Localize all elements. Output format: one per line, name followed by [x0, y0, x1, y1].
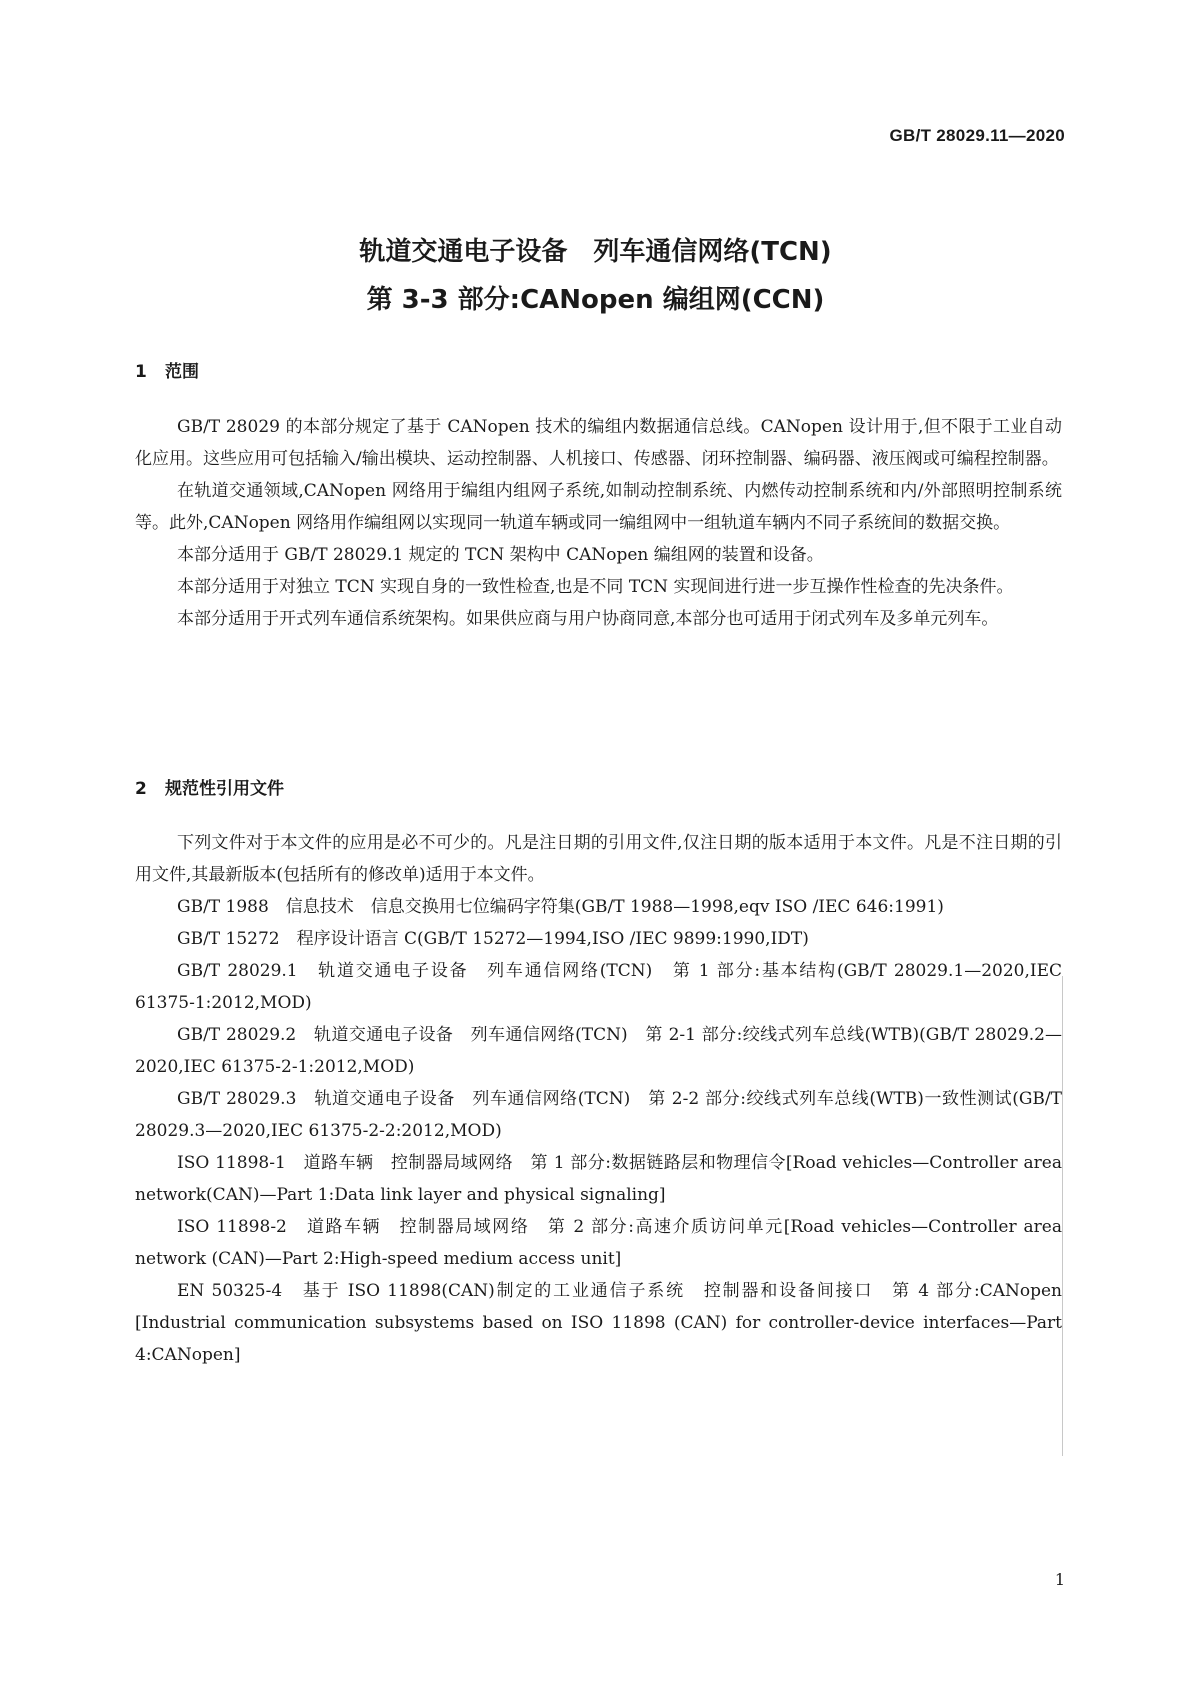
section-1-paragraph: 本部分适用于对独立 TCN 实现自身的一致性检查,也是不同 TCN 实现间进行进一步互操作性检查的先决条件。	[177, 577, 1014, 597]
reference-item: GB/T 15272 程序设计语言 C(GB/T 15272—1994,ISO /IEC 9899:1990,IDT)	[177, 929, 809, 949]
reference-item: GB/T 28029.1 轨道交通电子设备 列车通信网络(TCN) 第 1 部分:基本结构(GB/T 28029.1—2020,IEC 61375-1:2012,MOD)	[135, 961, 1062, 1013]
section-1-paragraph: 本部分适用于 GB/T 28029.1 规定的 TCN 架构中 CANopen 编组网的装置和设备。	[177, 545, 824, 565]
section-1-body	[135, 411, 1062, 635]
section-1-paragraph: 在轨道交通领域,CANopen 网络用于编组内组网子系统,如制动控制系统、内燃传动控制系统和内/外部照明控制系统等。此外,CANopen 网络用作编组网以实现同一轨道车辆或同一编组网中一组轨道车辆内不同子系统间的数据交换。	[135, 481, 1062, 533]
reference-item: ISO 11898-2 道路车辆 控制器局域网络 第 2 部分:高速介质访问单元[Road vehicles—Controller area network (CAN)—Part 2:High-speed medium access unit]	[135, 1217, 1062, 1269]
document-title-line-2: 第 3-3 部分:CANopen 编组网(CCN)	[366, 285, 825, 315]
margin-rule	[1062, 976, 1063, 1456]
reference-item: EN 50325-4 基于 ISO 11898(CAN)制定的工业通信子系统 控制器和设备间接口 第 4 部分:CANopen [Industrial communication subsystems based on ISO 11898 (CAN) for controller-device interfaces—Part 4:CANopen]	[135, 1281, 1062, 1365]
section-1-paragraph: 本部分适用于开式列车通信系统架构。如果供应商与用户协商同意,本部分也可适用于闭式列车及多单元列车。	[177, 609, 999, 629]
standard-code: GB/T 28029.11—2020	[889, 126, 1065, 145]
reference-item: GB/T 1988 信息技术 信息交换用七位编码字符集(GB/T 1988—1998,eqv ISO /IEC 646:1991)	[177, 897, 944, 917]
reference-item: GB/T 28029.3 轨道交通电子设备 列车通信网络(TCN) 第 2-2 部分:绞线式列车总线(WTB)一致性测试(GB/T 28029.3—2020,IEC 61375-2-2:2012,MOD)	[135, 1089, 1062, 1141]
reference-item: GB/T 28029.2 轨道交通电子设备 列车通信网络(TCN) 第 2-1 部分:绞线式列车总线(WTB)(GB/T 28029.2—2020,IEC 61375-2-1:2012,MOD)	[135, 1025, 1062, 1077]
section-2-heading	[135, 774, 284, 799]
section-2-title: 规范性引用文件	[165, 779, 284, 799]
section-1-number: 1	[135, 362, 147, 382]
reference-item: ISO 11898-1 道路车辆 控制器局域网络 第 1 部分:数据链路层和物理信令[Road vehicles—Controller area network(CAN)—Part 1:Data link layer and physical signaling]	[135, 1153, 1062, 1205]
section-1-paragraph: GB/T 28029 的本部分规定了基于 CANopen 技术的编组内数据通信总线。CANopen 设计用于,但不限于工业自动化应用。这些应用可包括输入/输出模块、运动控制器、人机接口、传感器、闭环控制器、编码器、液压阀或可编程控制器。	[135, 417, 1062, 469]
section-1-title: 范围	[165, 362, 199, 382]
section-2-number: 2	[135, 779, 147, 799]
document-title-line-1: 轨道交通电子设备 列车通信网络(TCN)	[359, 237, 832, 267]
page-number: 1	[1054, 1570, 1065, 1589]
section-1-heading	[135, 357, 199, 382]
section-2-intro: 下列文件对于本文件的应用是必不可少的。凡是注日期的引用文件,仅注日期的版本适用于本文件。凡是不注日期的引用文件,其最新版本(包括所有的修改单)适用于本文件。	[135, 833, 1062, 885]
section-2-body	[135, 827, 1062, 1371]
